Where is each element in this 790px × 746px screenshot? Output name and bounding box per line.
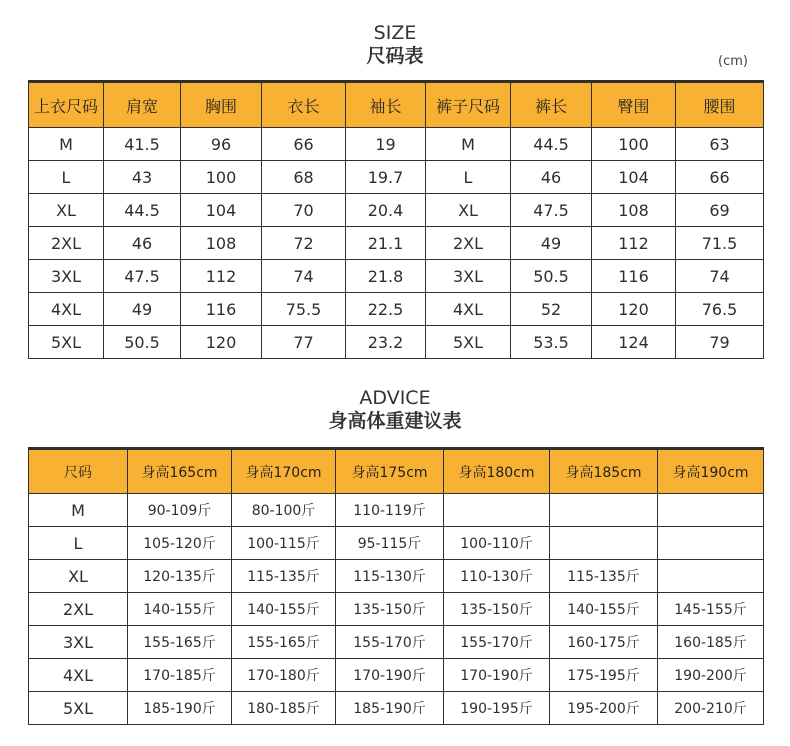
size-table-cell: 47.5 (104, 260, 181, 293)
advice-table-cell: 115-130斤 (336, 560, 444, 593)
size-table-cell: 72 (262, 227, 346, 260)
advice-table-cell (658, 494, 764, 527)
advice-table-cell: 170-190斤 (444, 659, 550, 692)
size-table-cell: 120 (181, 326, 262, 359)
advice-table-cell: XL (29, 560, 128, 593)
advice-title-en: ADVICE (359, 387, 431, 409)
advice-table-header-cell: 身高190cm (658, 449, 764, 494)
size-table-cell: 44.5 (511, 128, 592, 161)
advice-table-cell: 180-185斤 (232, 692, 336, 725)
advice-table-cell: 160-185斤 (658, 626, 764, 659)
advice-table-cell: 155-165斤 (128, 626, 232, 659)
advice-table-cell: 110-119斤 (336, 494, 444, 527)
size-table-cell: 2XL (29, 227, 104, 260)
size-table-cell: 49 (511, 227, 592, 260)
advice-table-cell: 155-170斤 (444, 626, 550, 659)
size-table-row (29, 194, 764, 227)
size-table-row (29, 293, 764, 326)
size-table-cell: 4XL (426, 293, 511, 326)
advice-table-cell: 4XL (29, 659, 128, 692)
size-table-cell: 104 (592, 161, 676, 194)
advice-table-cell: 100-110斤 (444, 527, 550, 560)
size-table-row (29, 161, 764, 194)
size-table-cell: M (426, 128, 511, 161)
size-table-cell: 5XL (426, 326, 511, 359)
advice-table-header-cell: 身高170cm (232, 449, 336, 494)
size-table-cell: 112 (592, 227, 676, 260)
advice-table-cell (550, 494, 658, 527)
advice-table-cell: 140-155斤 (128, 593, 232, 626)
size-table-cell: 100 (592, 128, 676, 161)
advice-table-row (29, 494, 764, 527)
size-table-cell: 53.5 (511, 326, 592, 359)
advice-table-header-cell: 身高175cm (336, 449, 444, 494)
advice-table-cell: 170-185斤 (128, 659, 232, 692)
size-table-cell: 49 (104, 293, 181, 326)
advice-table-cell: 140-155斤 (232, 593, 336, 626)
size-table-row (29, 128, 764, 161)
size-table-cell: 20.4 (346, 194, 426, 227)
advice-table-cell: 160-175斤 (550, 626, 658, 659)
size-table-row (29, 227, 764, 260)
size-table-row (29, 326, 764, 359)
size-table-cell: 66 (676, 161, 764, 194)
advice-table-cell: 195-200斤 (550, 692, 658, 725)
size-table-cell: 100 (181, 161, 262, 194)
size-table-cell: 50.5 (511, 260, 592, 293)
size-table-cell: 75.5 (262, 293, 346, 326)
advice-table-cell (550, 527, 658, 560)
size-table-cell: 76.5 (676, 293, 764, 326)
size-table-cell: 3XL (426, 260, 511, 293)
size-table-cell: XL (426, 194, 511, 227)
advice-table-cell: 140-155斤 (550, 593, 658, 626)
advice-table-cell: 155-170斤 (336, 626, 444, 659)
size-table-cell: XL (29, 194, 104, 227)
advice-table-header-row (29, 449, 764, 494)
advice-table-cell (658, 560, 764, 593)
advice-table-row (29, 659, 764, 692)
advice-table-cell: 100-115斤 (232, 527, 336, 560)
advice-table-cell: 145-155斤 (658, 593, 764, 626)
size-table-cell: 52 (511, 293, 592, 326)
size-table-cell: 74 (262, 260, 346, 293)
size-table-header-cell: 上衣尺码 (29, 82, 104, 128)
advice-table-cell: 135-150斤 (336, 593, 444, 626)
advice-table-cell: 3XL (29, 626, 128, 659)
size-table-cell: 70 (262, 194, 346, 227)
size-table-cell: 5XL (29, 326, 104, 359)
size-table-cell: 19 (346, 128, 426, 161)
advice-table-cell: 190-195斤 (444, 692, 550, 725)
size-table-cell: 22.5 (346, 293, 426, 326)
size-table-cell: M (29, 128, 104, 161)
size-table-cell: 46 (511, 161, 592, 194)
advice-table-cell: 190-200斤 (658, 659, 764, 692)
size-table-cell: 63 (676, 128, 764, 161)
advice-table-row (29, 626, 764, 659)
advice-table-cell: 105-120斤 (128, 527, 232, 560)
size-table-cell: 74 (676, 260, 764, 293)
advice-table-row (29, 692, 764, 725)
advice-table-cell: 5XL (29, 692, 128, 725)
advice-table-cell (444, 494, 550, 527)
size-table-header-cell: 臀围 (592, 82, 676, 128)
advice-table-header-cell: 身高165cm (128, 449, 232, 494)
size-table-cell: 47.5 (511, 194, 592, 227)
advice-table-header-cell: 身高185cm (550, 449, 658, 494)
advice-table-cell: 185-190斤 (336, 692, 444, 725)
size-table-header-cell: 衣长 (262, 82, 346, 128)
advice-table-cell (658, 527, 764, 560)
size-table-header-cell: 肩宽 (104, 82, 181, 128)
advice-table-row (29, 560, 764, 593)
advice-table-cell: 110-130斤 (444, 560, 550, 593)
size-table-header-cell: 胸围 (181, 82, 262, 128)
advice-table-row (29, 593, 764, 626)
size-table-cell: 46 (104, 227, 181, 260)
size-table-cell: 41.5 (104, 128, 181, 161)
advice-table-header-cell: 尺码 (29, 449, 128, 494)
size-table-cell: 21.1 (346, 227, 426, 260)
size-table-cell: L (29, 161, 104, 194)
size-table-header-cell: 袖长 (346, 82, 426, 128)
size-table-cell: 116 (181, 293, 262, 326)
size-table-cell: 23.2 (346, 326, 426, 359)
size-table-cell: 120 (592, 293, 676, 326)
advice-table-cell: L (29, 527, 128, 560)
size-table-cell: 44.5 (104, 194, 181, 227)
size-table-cell: 66 (262, 128, 346, 161)
size-table-header-cell: 裤长 (511, 82, 592, 128)
advice-table-cell: 185-190斤 (128, 692, 232, 725)
advice-table-cell: 2XL (29, 593, 128, 626)
size-table-cell: 21.8 (346, 260, 426, 293)
size-table-cell: 19.7 (346, 161, 426, 194)
size-table-cell: 108 (181, 227, 262, 260)
advice-title-cn: 身高体重建议表 (328, 410, 462, 432)
advice-table-cell: 90-109斤 (128, 494, 232, 527)
size-table-cell: 71.5 (676, 227, 764, 260)
advice-table-cell: 135-150斤 (444, 593, 550, 626)
size-title-cn: 尺码表 (366, 45, 424, 67)
size-table-cell: 50.5 (104, 326, 181, 359)
size-table-cell: 43 (104, 161, 181, 194)
size-table (28, 80, 764, 359)
size-table-cell: 69 (676, 194, 764, 227)
advice-table-cell: 155-165斤 (232, 626, 336, 659)
advice-table-cell: 80-100斤 (232, 494, 336, 527)
advice-table-row (29, 527, 764, 560)
size-table-cell: 3XL (29, 260, 104, 293)
size-table-cell: 4XL (29, 293, 104, 326)
advice-table-header-cell: 身高180cm (444, 449, 550, 494)
size-table-header-row (29, 82, 764, 128)
size-table-cell: 96 (181, 128, 262, 161)
size-table-row (29, 260, 764, 293)
advice-table-cell: 170-180斤 (232, 659, 336, 692)
size-table-cell: 104 (181, 194, 262, 227)
advice-table-cell: 175-195斤 (550, 659, 658, 692)
size-table-cell: 79 (676, 326, 764, 359)
size-table-cell: 68 (262, 161, 346, 194)
size-title-en: SIZE (373, 22, 417, 44)
advice-table-cell: 170-190斤 (336, 659, 444, 692)
unit-label: (cm) (718, 54, 748, 69)
size-table-cell: 108 (592, 194, 676, 227)
size-table-cell: 2XL (426, 227, 511, 260)
size-table-header-cell: 裤子尺码 (426, 82, 511, 128)
advice-table-cell: 115-135斤 (550, 560, 658, 593)
advice-table (28, 447, 764, 725)
advice-table-cell: 200-210斤 (658, 692, 764, 725)
size-table-cell: 124 (592, 326, 676, 359)
size-table-cell: 116 (592, 260, 676, 293)
advice-table-cell: 115-135斤 (232, 560, 336, 593)
size-table-header-cell: 腰围 (676, 82, 764, 128)
size-table-cell: 112 (181, 260, 262, 293)
advice-table-cell: M (29, 494, 128, 527)
advice-table-cell: 120-135斤 (128, 560, 232, 593)
size-table-cell: L (426, 161, 511, 194)
advice-table-cell: 95-115斤 (336, 527, 444, 560)
size-table-cell: 77 (262, 326, 346, 359)
